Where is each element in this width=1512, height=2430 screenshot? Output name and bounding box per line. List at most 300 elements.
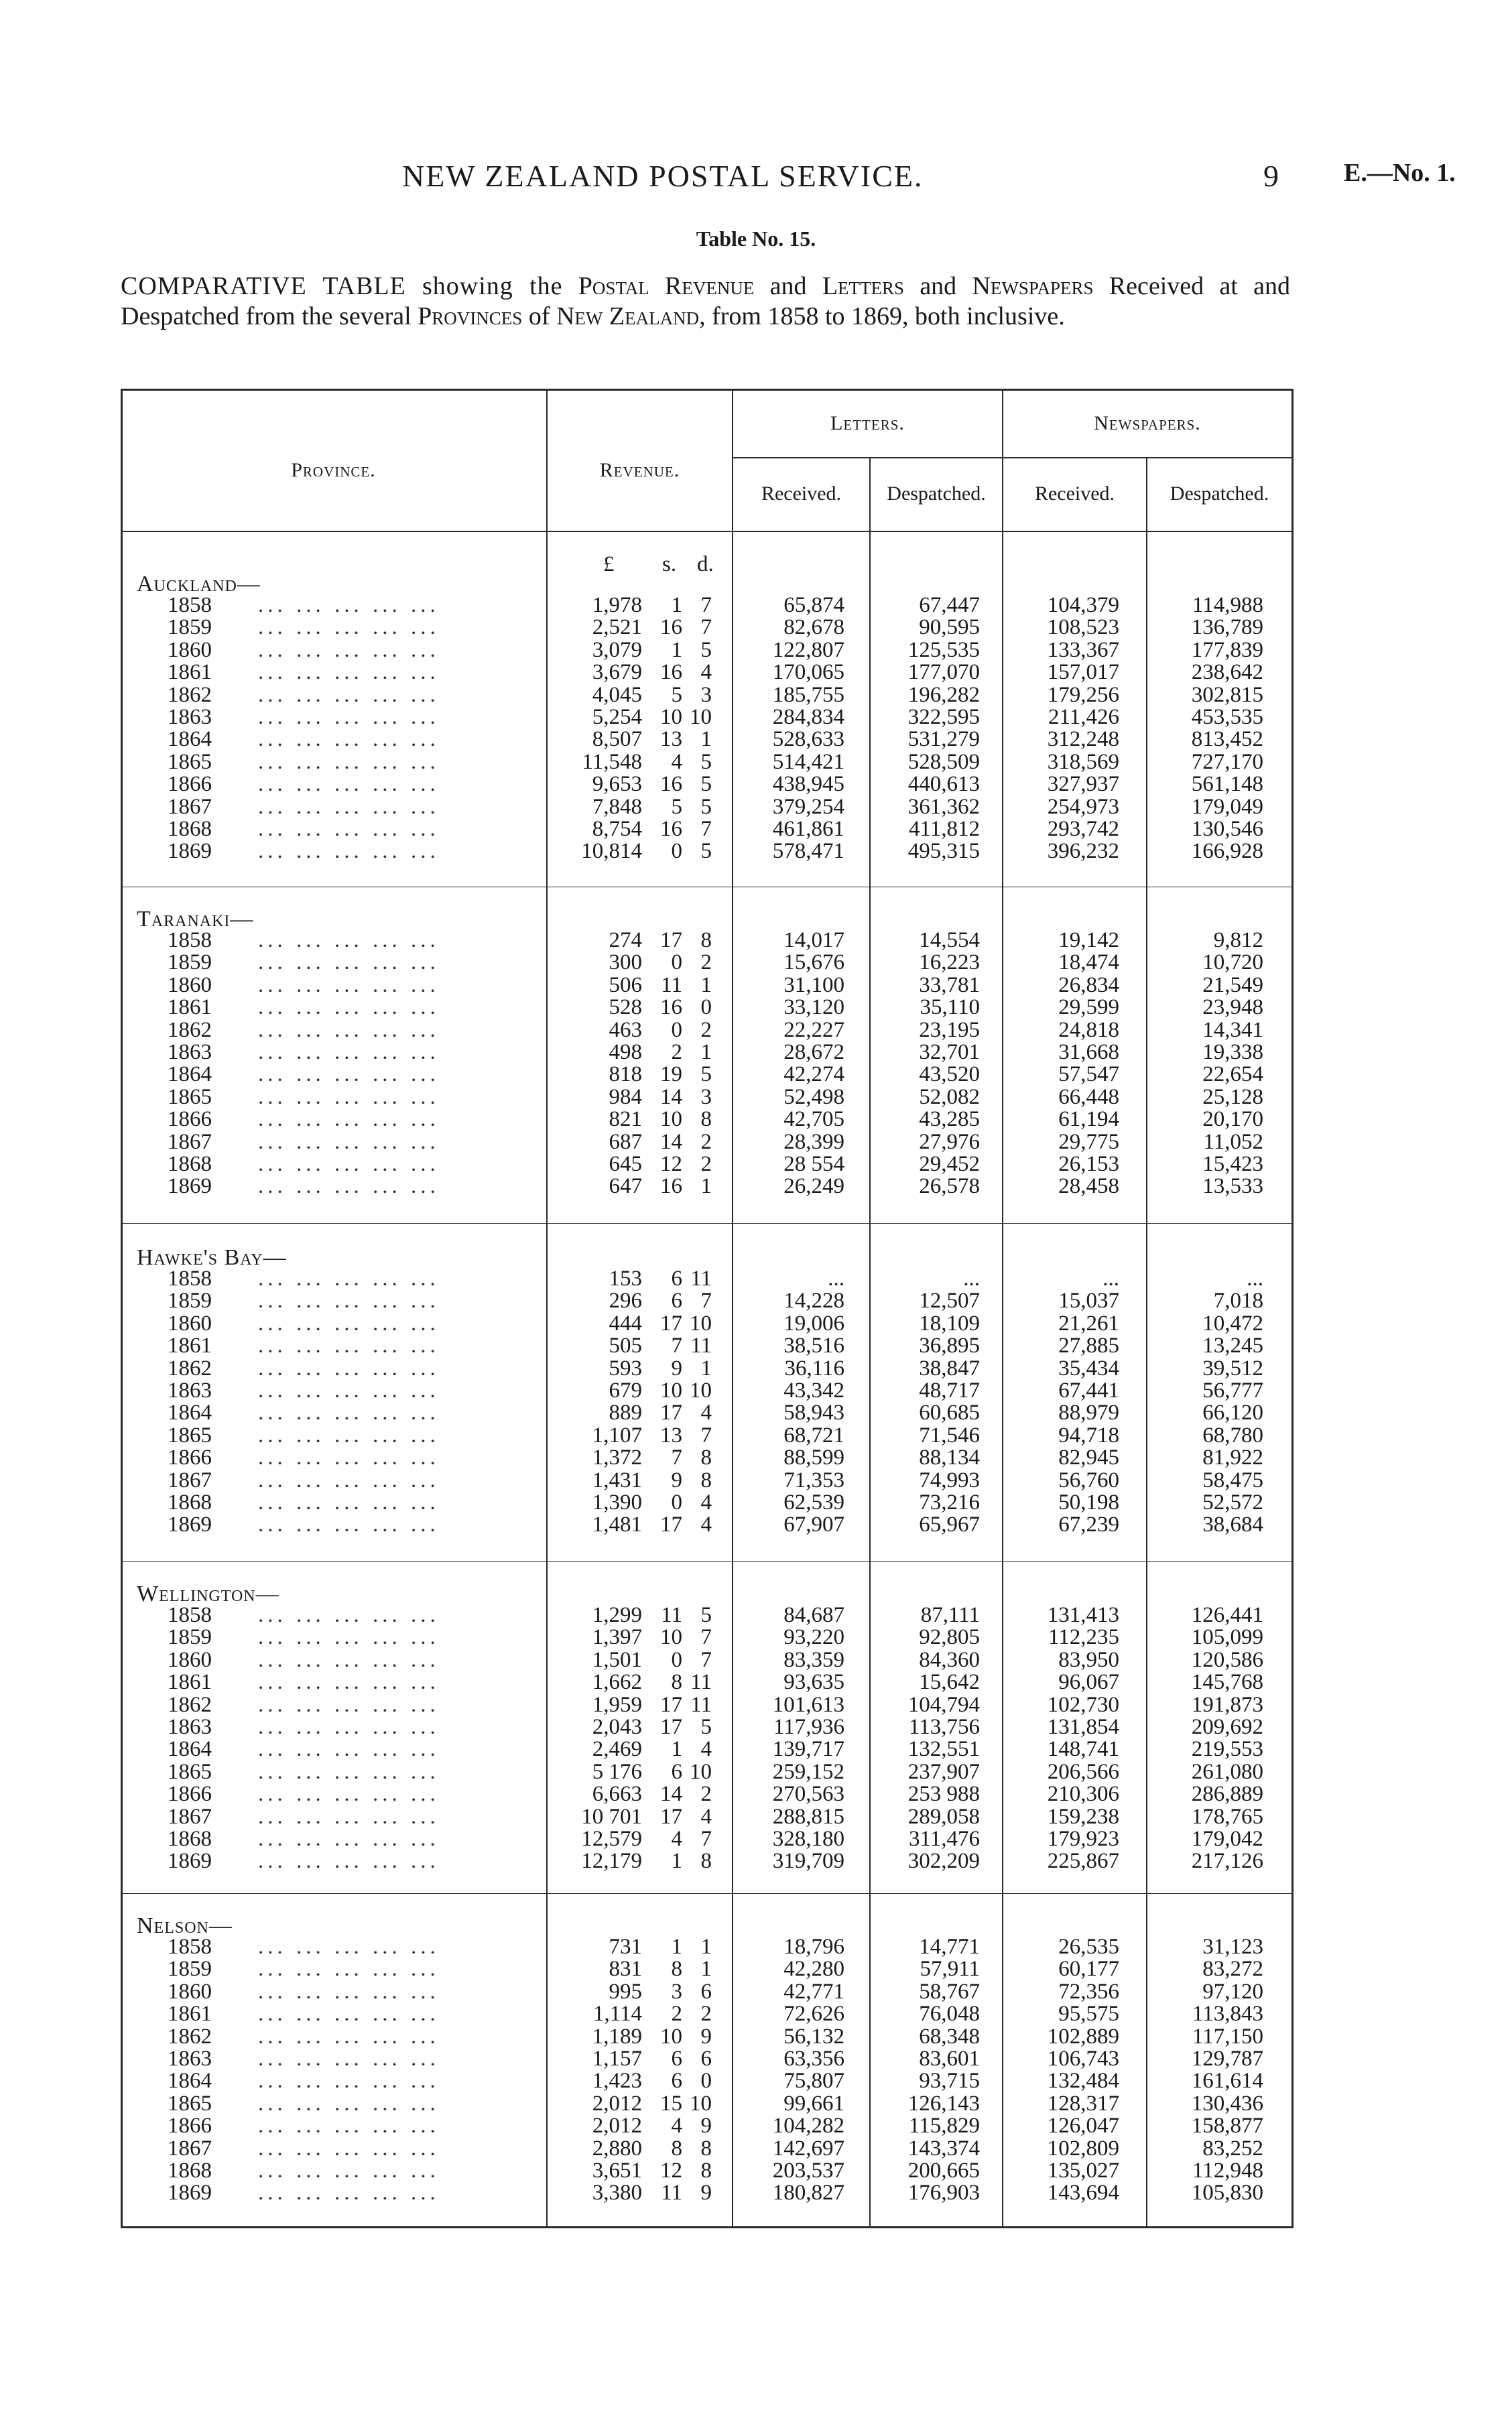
table-row (121, 974, 1294, 997)
pounds-cell: 8,507 (592, 727, 642, 752)
pounds-cell: 1,431 (592, 1468, 642, 1492)
letters-received-cell: 18,796 (783, 1935, 844, 1959)
news-despatched-cell: 120,586 (1191, 1647, 1263, 1672)
table-row (121, 1626, 1294, 1649)
table-row (121, 1671, 1294, 1693)
letters-received-cell: 38,516 (783, 1334, 844, 1358)
year-cell: 1866 (168, 2114, 212, 2138)
year-cell: 1867 (168, 1468, 212, 1492)
pounds-cell: 984 (609, 1084, 642, 1109)
year-cell: 1859 (168, 1957, 212, 1982)
dot-leader: ... ... ... ... ... (258, 1084, 440, 1109)
province-name: Hawke's Bay— (137, 1245, 287, 1270)
year-cell: 1860 (168, 637, 212, 662)
news-received-cell: 21,261 (1058, 1311, 1119, 1336)
year-cell: 1861 (168, 995, 212, 1020)
letters-despatched-cell: 65,967 (919, 1513, 980, 1537)
header-bottom-rule (121, 531, 1294, 532)
letters-despatched-cell: 177,070 (907, 660, 980, 685)
letters-received-cell: 270,563 (772, 1782, 844, 1807)
pounds-cell: 3,679 (592, 660, 642, 685)
table-row (121, 2182, 1294, 2204)
pounds-cell: 647 (609, 1174, 642, 1199)
document-code: E.—No. 1. (1344, 159, 1456, 187)
dot-leader: ... ... ... ... ... (258, 2136, 440, 2161)
shillings-cell: 1 (671, 1737, 682, 1762)
dot-leader: ... ... ... ... ... (258, 1827, 440, 1851)
shillings-cell: 14 (660, 1782, 682, 1807)
pence-cell: 7 (700, 615, 712, 640)
letters-despatched-cell: 88,134 (919, 1446, 980, 1470)
year-cell: 1863 (168, 705, 212, 729)
table-row (121, 1268, 1294, 1290)
year-cell: 1861 (168, 2002, 212, 2027)
pence-cell: 7 (700, 1827, 712, 1851)
shillings-cell: 9 (671, 1468, 682, 1492)
news-received-cell: 35,434 (1058, 1356, 1119, 1381)
dot-leader: ... ... ... ... ... (258, 950, 440, 975)
dot-leader: ... ... ... ... ... (258, 1625, 440, 1650)
pounds-cell: 1,372 (592, 1446, 642, 1470)
province-name: Auckland— (137, 572, 261, 596)
dot-leader: ... ... ... ... ... (258, 2047, 440, 2071)
shillings-cell: 10 (660, 705, 682, 729)
pence-cell: 0 (700, 2069, 712, 2094)
dot-leader: ... ... ... ... ... (258, 1935, 440, 1959)
table-row (121, 594, 1294, 617)
year-cell: 1867 (168, 794, 212, 819)
letters-despatched-cell: 83,601 (919, 2047, 980, 2071)
news-despatched-cell: 56,777 (1202, 1379, 1263, 1403)
year-cell: 1861 (168, 1670, 212, 1695)
news-despatched-cell: 286,889 (1191, 1782, 1263, 1807)
year-cell: 1864 (168, 2069, 212, 2094)
news-received-cell: 67,441 (1058, 1379, 1119, 1403)
letters-despatched-cell: 12,507 (919, 1289, 980, 1314)
pounds-cell: 444 (609, 1311, 642, 1336)
news-received-cell: 19,142 (1058, 928, 1119, 952)
pounds-cell: 2,012 (592, 2091, 642, 2116)
table-row (121, 1402, 1294, 1424)
page-number: 9 (1263, 159, 1279, 193)
pounds-cell: 1,978 (592, 593, 642, 617)
pence-cell: 10 (690, 1759, 712, 1784)
pence-cell: 7 (700, 1647, 712, 1672)
news-received-cell: 18,474 (1058, 950, 1119, 975)
pence-cell: 4 (700, 1737, 712, 1762)
letters-received-cell: 42,280 (783, 1957, 844, 1982)
table-row (121, 1850, 1294, 1872)
pounds-cell: 300 (609, 950, 642, 975)
news-despatched-cell: 114,988 (1192, 593, 1263, 617)
pence-cell: 11 (690, 1670, 712, 1695)
letters-received-cell: 117,936 (773, 1715, 844, 1739)
year-cell: 1858 (168, 1603, 212, 1627)
letters-received-cell: 52,498 (783, 1084, 844, 1109)
year-cell: 1863 (168, 1715, 212, 1739)
news-received-cell: 128,317 (1047, 2091, 1119, 2116)
pence-cell: 2 (700, 2002, 712, 2027)
pounds-cell: 5 176 (592, 1759, 642, 1784)
news-received-cell: 112,235 (1048, 1625, 1119, 1650)
pence-cell: 8 (700, 1468, 712, 1492)
shillings-cell: 11 (661, 972, 682, 997)
header-letters-received: Received. (761, 483, 842, 505)
news-received-cell: 31,668 (1058, 1040, 1119, 1064)
dot-leader: ... ... ... ... ... (258, 1692, 440, 1717)
news-received-cell: 318,569 (1047, 749, 1119, 774)
table-row (121, 773, 1294, 795)
news-received-cell: 94,718 (1058, 1423, 1119, 1448)
shillings-cell: 7 (671, 1446, 682, 1470)
letters-despatched-cell: 60,685 (919, 1401, 980, 1425)
year-cell: 1865 (168, 1759, 212, 1784)
news-received-cell: 57,547 (1058, 1062, 1119, 1087)
news-received-cell: 28,458 (1058, 1174, 1119, 1199)
news-despatched-cell: 813,452 (1191, 727, 1263, 752)
letters-received-cell: 185,755 (772, 682, 844, 707)
pence-cell: 1 (700, 1040, 712, 1064)
year-cell: 1869 (168, 1174, 212, 1199)
year-cell: 1864 (168, 1401, 212, 1425)
pence-cell: 4 (700, 1804, 712, 1829)
year-cell: 1862 (168, 682, 212, 707)
pounds-cell: 2,012 (592, 2114, 642, 2138)
letters-received-cell: 139,717 (772, 1737, 844, 1762)
letters-received-cell: 28,399 (783, 1129, 844, 1154)
shillings-cell: 1 (671, 1935, 682, 1959)
pounds-cell: 1,299 (592, 1603, 642, 1627)
year-cell: 1868 (168, 1490, 212, 1515)
dot-leader: ... ... ... ... ... (258, 1401, 440, 1425)
letters-received-cell: 259,152 (772, 1759, 844, 1784)
letters-received-cell: 62,539 (783, 1490, 844, 1515)
table-row (121, 1041, 1294, 1064)
shillings-cell: 10 (660, 1625, 682, 1650)
pounds-cell: 10 701 (581, 1804, 642, 1829)
dot-leader: ... ... ... ... ... (258, 1957, 440, 1982)
news-received-cell: 29,599 (1058, 995, 1119, 1020)
news-despatched-cell: 105,830 (1191, 2181, 1263, 2205)
letters-received-cell: 63,356 (783, 2047, 844, 2071)
year-cell: 1865 (168, 1084, 212, 1109)
year-cell: 1860 (168, 972, 212, 997)
table-row (121, 2115, 1294, 2137)
year-cell: 1867 (168, 2136, 212, 2161)
letters-despatched-cell: 104,794 (907, 1692, 980, 1717)
news-received-cell: 29,775 (1058, 1129, 1119, 1154)
pounds-cell: 1,501 (592, 1647, 642, 1672)
table-row (121, 1175, 1294, 1198)
news-received-cell: 67,239 (1058, 1513, 1119, 1537)
news-received-cell: 96,067 (1058, 1670, 1119, 1695)
year-cell: 1862 (168, 1017, 212, 1042)
dot-leader: ... ... ... ... ... (258, 727, 440, 752)
dot-leader: ... ... ... ... ... (258, 1670, 440, 1695)
table-row (121, 1514, 1294, 1536)
dot-leader: ... ... ... ... ... (258, 1737, 440, 1762)
news-received-cell: 15,037 (1058, 1289, 1119, 1314)
pounds-cell: 296 (609, 1289, 642, 1314)
shillings-cell: 16 (660, 615, 682, 640)
dot-leader: ... ... ... ... ... (258, 1647, 440, 1672)
pounds-cell: 679 (609, 1379, 642, 1403)
pence-cell: 5 (700, 794, 712, 819)
letters-despatched-cell: ... (963, 1267, 980, 1291)
news-despatched-cell: 58,475 (1202, 1468, 1263, 1492)
year-cell: 1865 (168, 749, 212, 774)
letters-despatched-cell: 29,452 (919, 1152, 980, 1176)
news-despatched-cell: 23,948 (1202, 995, 1263, 1020)
shillings-cell: 6 (671, 1759, 682, 1784)
year-cell: 1865 (168, 1423, 212, 1448)
news-despatched-cell: 209,692 (1191, 1715, 1263, 1739)
year-cell: 1869 (168, 1849, 212, 1874)
shillings-cell: 8 (671, 1957, 682, 1982)
pounds-cell: 731 (609, 1935, 642, 1959)
letters-despatched-cell: 440,613 (907, 772, 980, 797)
pence-cell: 8 (700, 2159, 712, 2183)
header-province: Province. (291, 459, 376, 481)
letters-received-cell: 36,116 (784, 1356, 844, 1381)
letters-received-cell: 14,228 (783, 1289, 844, 1314)
year-cell: 1868 (168, 1152, 212, 1176)
news-received-cell: 66,448 (1058, 1084, 1119, 1109)
year-cell: 1859 (168, 615, 212, 640)
pence-cell: 4 (700, 1513, 712, 1537)
letters-despatched-cell: 26,578 (919, 1174, 980, 1199)
dot-leader: ... ... ... ... ... (258, 2069, 440, 2094)
table-row (121, 2003, 1294, 2025)
letters-despatched-cell: 495,315 (907, 839, 980, 864)
shillings-cell: 12 (660, 2159, 682, 2183)
letters-despatched-cell: 237,907 (907, 1759, 980, 1784)
table-row (121, 1447, 1294, 1469)
letters-despatched-cell: 126,143 (907, 2091, 980, 2116)
pence-cell: 10 (690, 1311, 712, 1336)
letters-despatched-cell: 16,223 (919, 950, 980, 975)
dot-leader: ... ... ... ... ... (258, 593, 440, 617)
letters-despatched-cell: 302,209 (907, 1849, 980, 1874)
shillings-cell: 16 (660, 817, 682, 841)
news-despatched-cell: 177,839 (1191, 637, 1263, 662)
pounds-cell: 1,959 (592, 1692, 642, 1717)
news-despatched-cell: 179,049 (1191, 794, 1263, 819)
pence-cell: 2 (700, 1017, 712, 1042)
table-row (121, 1131, 1294, 1153)
news-despatched-cell: 66,120 (1202, 1401, 1263, 1425)
news-received-cell: 148,741 (1047, 1737, 1119, 1762)
dot-leader: ... ... ... ... ... (258, 1174, 440, 1199)
pence-cell: 1 (700, 972, 712, 997)
pence-cell: 8 (700, 1849, 712, 1874)
year-cell: 1869 (168, 1513, 212, 1537)
dot-leader: ... ... ... ... ... (258, 1513, 440, 1537)
news-despatched-cell: 191,873 (1191, 1692, 1263, 1717)
letters-despatched-cell: 32,701 (919, 1040, 980, 1064)
shillings-cell: 16 (660, 995, 682, 1020)
pounds-cell: 2,469 (592, 1737, 642, 1762)
news-despatched-cell: 113,843 (1192, 2002, 1263, 2027)
pence-cell: 1 (700, 1957, 712, 1982)
dot-leader: ... ... ... ... ... (258, 1040, 440, 1064)
pounds-cell: 506 (609, 972, 642, 997)
news-received-cell: 206,566 (1047, 1759, 1119, 1784)
pounds-cell: 9,653 (592, 772, 642, 797)
shillings-cell: 6 (671, 2047, 682, 2071)
news-received-cell: 104,379 (1047, 593, 1119, 617)
pounds-cell: 995 (609, 1979, 642, 2004)
letters-despatched-cell: 43,285 (919, 1107, 980, 1132)
pence-cell: 6 (700, 1979, 712, 2004)
pounds-cell: 831 (609, 1957, 642, 1982)
letters-despatched-cell: 14,554 (919, 928, 980, 952)
shillings-cell: 6 (671, 2069, 682, 2094)
dot-leader: ... ... ... ... ... (258, 1062, 440, 1087)
letters-received-cell: 379,254 (772, 794, 844, 819)
news-received-cell: 24,818 (1058, 1017, 1119, 1042)
pounds-cell: 1,189 (592, 2024, 642, 2049)
year-cell: 1868 (168, 817, 212, 841)
dot-leader: ... ... ... ... ... (258, 1446, 440, 1470)
letters-received-cell: 170,065 (772, 660, 844, 685)
letters-despatched-cell: 322,595 (907, 705, 980, 729)
news-despatched-cell: 727,170 (1191, 749, 1263, 774)
letters-despatched-cell: 125,535 (907, 637, 980, 662)
letters-received-cell: 43,342 (783, 1379, 844, 1403)
header-news-despatched: Despatched. (1170, 483, 1269, 505)
dot-leader: ... ... ... ... ... (258, 1152, 440, 1176)
table-row (121, 1019, 1294, 1041)
year-cell: 1858 (168, 593, 212, 617)
table-row (121, 2070, 1294, 2092)
dot-leader: ... ... ... ... ... (258, 1423, 440, 1448)
letters-despatched-cell: 71,546 (919, 1423, 980, 1448)
pounds-cell: 8,754 (592, 817, 642, 841)
year-cell: 1858 (168, 1267, 212, 1291)
letters-despatched-cell: 113,756 (908, 1715, 980, 1739)
table-row (121, 2093, 1294, 2115)
table-row (121, 1425, 1294, 1447)
letters-despatched-cell: 115,829 (908, 2114, 980, 2138)
year-cell: 1861 (168, 1334, 212, 1358)
shillings-cell: 5 (671, 794, 682, 819)
table-row (121, 1761, 1294, 1783)
letters-despatched-cell: 23,195 (919, 1017, 980, 1042)
shillings-cell: 17 (660, 1715, 682, 1739)
table-row (121, 684, 1294, 706)
pounds-cell: 7,848 (592, 794, 642, 819)
dot-leader: ... ... ... ... ... (258, 1782, 440, 1807)
pence-cell: 11 (690, 1692, 712, 1717)
news-received-cell: 133,367 (1047, 637, 1119, 662)
pounds-cell: 498 (609, 1040, 642, 1064)
news-despatched-cell: 129,787 (1191, 2047, 1263, 2071)
group-subheader-rule (732, 457, 1294, 458)
letters-received-cell: 26,249 (783, 1174, 844, 1199)
table-bottom-rule (121, 2226, 1294, 2228)
dot-leader: ... ... ... ... ... (258, 2024, 440, 2049)
running-head (0, 158, 1512, 198)
pence-cell: 5 (700, 1603, 712, 1627)
year-cell: 1859 (168, 1625, 212, 1650)
letters-despatched-cell: 52,082 (919, 1084, 980, 1109)
letters-received-cell: 58,943 (783, 1401, 844, 1425)
shillings-cell: 5 (671, 682, 682, 707)
shillings-cell: 17 (660, 928, 682, 952)
letters-received-cell: 88,599 (783, 1446, 844, 1470)
letters-despatched-cell: 33,781 (919, 972, 980, 997)
dot-leader: ... ... ... ... ... (258, 660, 440, 685)
shillings-cell: 1 (671, 637, 682, 662)
shillings-cell: 16 (660, 660, 682, 685)
letters-received-cell: 101,613 (772, 1692, 844, 1717)
letters-despatched-cell: 14,771 (919, 1935, 980, 1959)
news-received-cell: 82,945 (1058, 1446, 1119, 1470)
news-despatched-cell: 561,148 (1191, 772, 1263, 797)
letters-received-cell: 56,132 (783, 2024, 844, 2049)
news-despatched-cell: 105,099 (1191, 1625, 1263, 1650)
news-despatched-cell: 178,765 (1191, 1804, 1263, 1829)
news-despatched-cell: 38,684 (1202, 1513, 1263, 1537)
year-cell: 1869 (168, 839, 212, 864)
dot-leader: ... ... ... ... ... (258, 1379, 440, 1403)
news-received-cell: 106,743 (1047, 2047, 1119, 2071)
news-received-cell: 83,950 (1058, 1647, 1119, 1672)
table-row (121, 997, 1294, 1019)
year-cell: 1858 (168, 1935, 212, 1959)
news-received-cell: 102,730 (1047, 1692, 1119, 1717)
pounds-cell: 2,521 (592, 615, 642, 640)
news-received-cell: 293,742 (1047, 817, 1119, 841)
shillings-cell: 4 (671, 2114, 682, 2138)
letters-despatched-cell: 361,362 (907, 794, 980, 819)
letters-received-cell: 578,471 (772, 839, 844, 864)
year-cell: 1866 (168, 1446, 212, 1470)
pence-cell: 5 (700, 1062, 712, 1087)
dot-leader: ... ... ... ... ... (258, 2181, 440, 2205)
year-cell: 1864 (168, 1737, 212, 1762)
province-name: Wellington— (137, 1582, 279, 1606)
pence-cell: 4 (700, 660, 712, 685)
letters-despatched-cell: 48,717 (919, 1379, 980, 1403)
header-newspapers: Newspapers. (1094, 412, 1201, 434)
news-despatched-cell: 83,252 (1202, 2136, 1263, 2161)
shillings-cell: 16 (660, 1174, 682, 1199)
pounds-cell: 593 (609, 1356, 642, 1381)
letters-received-cell: ... (828, 1267, 844, 1291)
pence-cell: 5 (700, 772, 712, 797)
year-cell: 1862 (168, 1356, 212, 1381)
news-received-cell: 126,047 (1047, 2114, 1119, 2138)
pence-cell: 8 (700, 928, 712, 952)
news-received-cell: 179,923 (1047, 1827, 1119, 1851)
news-received-cell: 131,854 (1047, 1715, 1119, 1739)
shillings-cell: 8 (671, 1670, 682, 1695)
year-cell: 1868 (168, 1827, 212, 1851)
table-row (121, 1470, 1294, 1492)
table-caption: COMPARATIVE TABLE showing the Postal Revenue and Letters and Newspapers Received at and Despatched from the several Provinces of New Zealand, from 1858 to 1869, both inclusive. (121, 272, 1290, 330)
news-despatched-cell: 179,042 (1191, 1827, 1263, 1851)
pounds-cell: 505 (609, 1334, 642, 1358)
news-despatched-cell: 20,170 (1202, 1107, 1263, 1132)
pounds-cell: 818 (609, 1062, 642, 1087)
pounds-cell: 2,880 (592, 2136, 642, 2161)
pence-cell: 7 (700, 593, 712, 617)
shillings-cell: 12 (660, 1152, 682, 1176)
letters-despatched-cell: 176,903 (907, 2181, 980, 2205)
year-cell: 1859 (168, 950, 212, 975)
